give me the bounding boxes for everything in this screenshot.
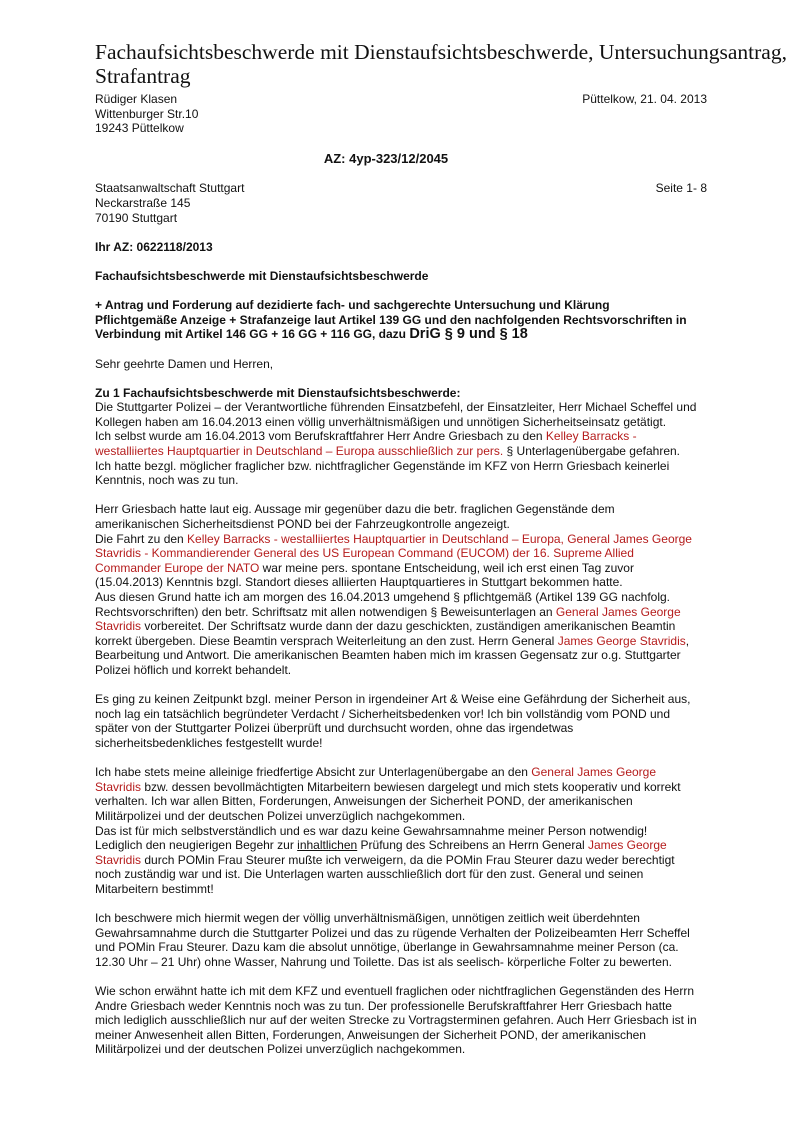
section-1-heading: Zu 1 Fachaufsichtsbeschwerde mit Dienstaufsichtsbeschwerde: — [95, 385, 461, 400]
paragraph-5: Ich beschwere mich hiermit wegen der völlig unverhältnismäßigen, unnötigen zeitlich weit überdehnten Gewahrsamnahme durch die Stuttgarter Polizei und das zu rügende Verhalten der Polizeibeamten Herr Scheffel und POMin Frau Steurer. Dazu kam die absolut unnötige, überlange in Gewahrsamnahme meiner Person (ca. 12.30 Uhr – 21 Uhr) ohne Wasser, Nahrung und Toilette. Das ist als seelisch- körperliche Folter zu bewerten. — [95, 911, 690, 969]
place-date: Püttelkow, 21. 04. 2013 — [582, 92, 707, 106]
highlight-stavridis-2: Stavridis — [95, 779, 142, 794]
highlight-nato: Commander Europe der NATO — [95, 560, 260, 575]
highlight-stavridis: Stavridis — [95, 619, 142, 634]
highlight-james-george-stavridis: James George Stavridis — [557, 633, 686, 648]
document-title — [95, 40, 787, 88]
page-info: Seite 1- 8 — [655, 181, 707, 196]
file-reference: AZ: 4yp-323/12/2045 — [323, 150, 449, 166]
underlined-inhaltlichen: inhaltlichen — [297, 838, 358, 853]
recipient-address — [95, 181, 244, 225]
sender-address — [95, 92, 198, 136]
highlight-kelley-barracks: Kelley Barracks - — [545, 429, 637, 444]
highlight-james-george: James George — [588, 838, 667, 853]
recipient-city: 70190 Stuttgart — [95, 210, 178, 225]
highlight-general: General James George — [555, 604, 681, 619]
highlight-hq: westalliiertes Hauptquartier in Deutschland – Europa ausschließlich zur pers. — [95, 444, 504, 459]
highlight-eucom: Stavridis - Kommandierender General des US European Command (EUCOM) der 16. Supreme Allied — [95, 546, 634, 561]
drig-reference: DriG § 9 und § 18 — [409, 326, 528, 343]
highlight-stavridis-3: Stavridis — [95, 852, 142, 867]
paragraph-6: Wie schon erwähnt hatte ich mit dem KFZ und eventuell fraglichen oder nichtfraglichen Gegenständen des Herrn Andre Griesbach weder Kenntnis noch was zu tun. Der professionelle Berufskraftfahrer Herr Griesbach hatte mich lediglich ausschließlich nur auf der weiten Strecke zu Vortragsterminen gefahren. Auch Herr Griesbach ist in meiner Anwesenheit allen Bitten, Forderungen, Anweisungen der Sicherheit POND, der amerikanischen Militärpolizei und der deutschen Polizei unverzüglich nachgekommen. — [95, 984, 697, 1057]
recipient-street: Neckarstraße 145 — [95, 195, 191, 210]
sender-city: 19243 Püttelkow — [95, 121, 184, 136]
your-reference: Ihr AZ: 0622118/2013 — [95, 239, 213, 254]
highlight-kelley-barracks-2: Kelley Barracks - westalliiertes Hauptquartier in Deutschland – Europa, General James George — [187, 531, 692, 546]
title-line-1: Fachaufsichtsbeschwerde mit Dienstaufsichtsbeschwerde, Untersuchungsantrag, — [95, 40, 787, 64]
paragraph-3: Es ging zu keinen Zeitpunkt bzgl. meiner Person in irgendeiner Art & Weise eine Gefährdung der Sicherheit aus, noch lag ein tatsächlich begründeter Verdacht / Sicherheitsbedenken vor! Ich bin vollständig vom POND und später von der Stuttgarter Polizei überprüft und durchsucht worden, ohne das irgendetwas sicherheitsbedenkliches festgestellt wurde! — [95, 692, 691, 750]
sender-name: Rüdiger Klasen — [95, 92, 178, 106]
subject-line: Fachaufsichtsbeschwerde mit Dienstaufsichtsbeschwerde — [95, 268, 429, 283]
recipient-block — [95, 181, 707, 225]
title-line-2: Strafantrag — [95, 64, 191, 88]
document-page — [95, 40, 787, 1057]
paragraph-1: Die Stuttgarter Polizei – der Verantwortliche führenden Einsatzbefehl, der Einsatzleiter, Herr Michael Scheffel und Kollegen haben am 16.04.2013 einen völlig unverhältnismäßigen und unnötigen Sicherheitseinsatz getätigt. Ich selbst wurde am 16.04.2013 vom Berufskraftfahrer Herr Andre Griesbach zu den Kelley Barracks - westalliiertes Hauptquartier in Deutschland – Europa ausschließlich zur pers. § Unterlagenübergabe gefahren. Ich hatte bezgl. möglicher fraglicher bzw. nichtfraglicher Gegenstände im KFZ von Herrn Griesbach keinerlei Kenntnis, noch was zu tun. — [95, 400, 697, 488]
paragraph-2: Herr Griesbach hatte laut eig. Aussage mir gegenüber dazu die betr. fraglichen Gegenstände dem amerikanischen Sicherheitsdienst POND bei der Fahrzeugkontrolle angezeigt. Die Fahrt zu den Kelley Barracks - westalliiertes Hauptquartier in Deutschland – Europa, General James George Stavridis - Kommandierender General des US European Command (EUCOM) der 16. Supreme Allied Commander Europe der NATO war meine pers. spontane Entscheidung, weil ich erst einen Tag zuvor (15.04.2013) Kenntnis bzgl. Standort dieses alliierten Hauptquartieres in Stuttgart bekommen hatte. Aus diesen Grund hatte ich am morgen des 16.04.2013 umgehend § pflichtgemäß (Artikel 139 GG nachfolg. Rechtsvorschriften) den betr. Schriftsatz mit allen notwendigen § Beweisunterlagen an General James George Stavridis vorbereitet. Der Schriftsatz wurde dann der dazu geschickten, zuständigen amerikanischen Beamtin korrekt übergeben. Diese Beamtin versprach Weiterleitung an den zust. Herrn General James George Stavridis, Bearbeitung und Antwort. Die amerikanischen Beamten haben mich im krassen Gegensatz zur o.g. Stuttgarter Polizei höflich und korrekt behandelt. — [95, 502, 707, 677]
recipient-name: Staatsanwaltschaft Stuttgart — [95, 181, 245, 196]
salutation: Sehr geehrte Damen und Herren, — [95, 356, 274, 371]
sender-street: Wittenburger Str.10 — [95, 106, 199, 121]
highlight-general-2: General James George — [531, 765, 657, 780]
paragraph-4: Ich habe stets meine alleinige friedfertige Absicht zur Unterlagenübergabe an den General James George Stavridis bzw. dessen bevollmächtigten Mitarbeitern bewiesen dargelegt und mich stets kooperativ und korrekt verhalten. Ich war allen Bitten, Forderungen, Anweisungen der Sicherheit POND, der amerikanischen Militärpolizei und der deutschen Polizei unverzüglich nachgekommen. Das ist für mich selbstverständlich und es war dazu keine Gewahrsamnahme meiner Person notwendig! Lediglich den neugierigen Begehr zur inhaltlichen Prüfung des Schreibens an Herrn General James George Stavridis durch POMin Frau Steurer mußte ich verweigern, da die POMin Frau Steurer dazu weder berechtigt noch zuständig war und ist. Die Unterlagen warten ausschließlich dort für den zust. General und seinen Mitarbeitern bestimmt! — [95, 765, 681, 896]
sender-block — [95, 92, 707, 136]
request-block: + Antrag und Forderung auf dezidierte fach- und sachgerechte Untersuchung und Klärung Pflichtgemäße Anzeige + Strafanzeige laut Artikel 139 GG und den nachfolgenden Rechtsvorschriften in Verbindung mit Artikel 146 GG + 16 GG + 116 GG, dazu DriG § 9 und § 18 — [95, 298, 687, 343]
